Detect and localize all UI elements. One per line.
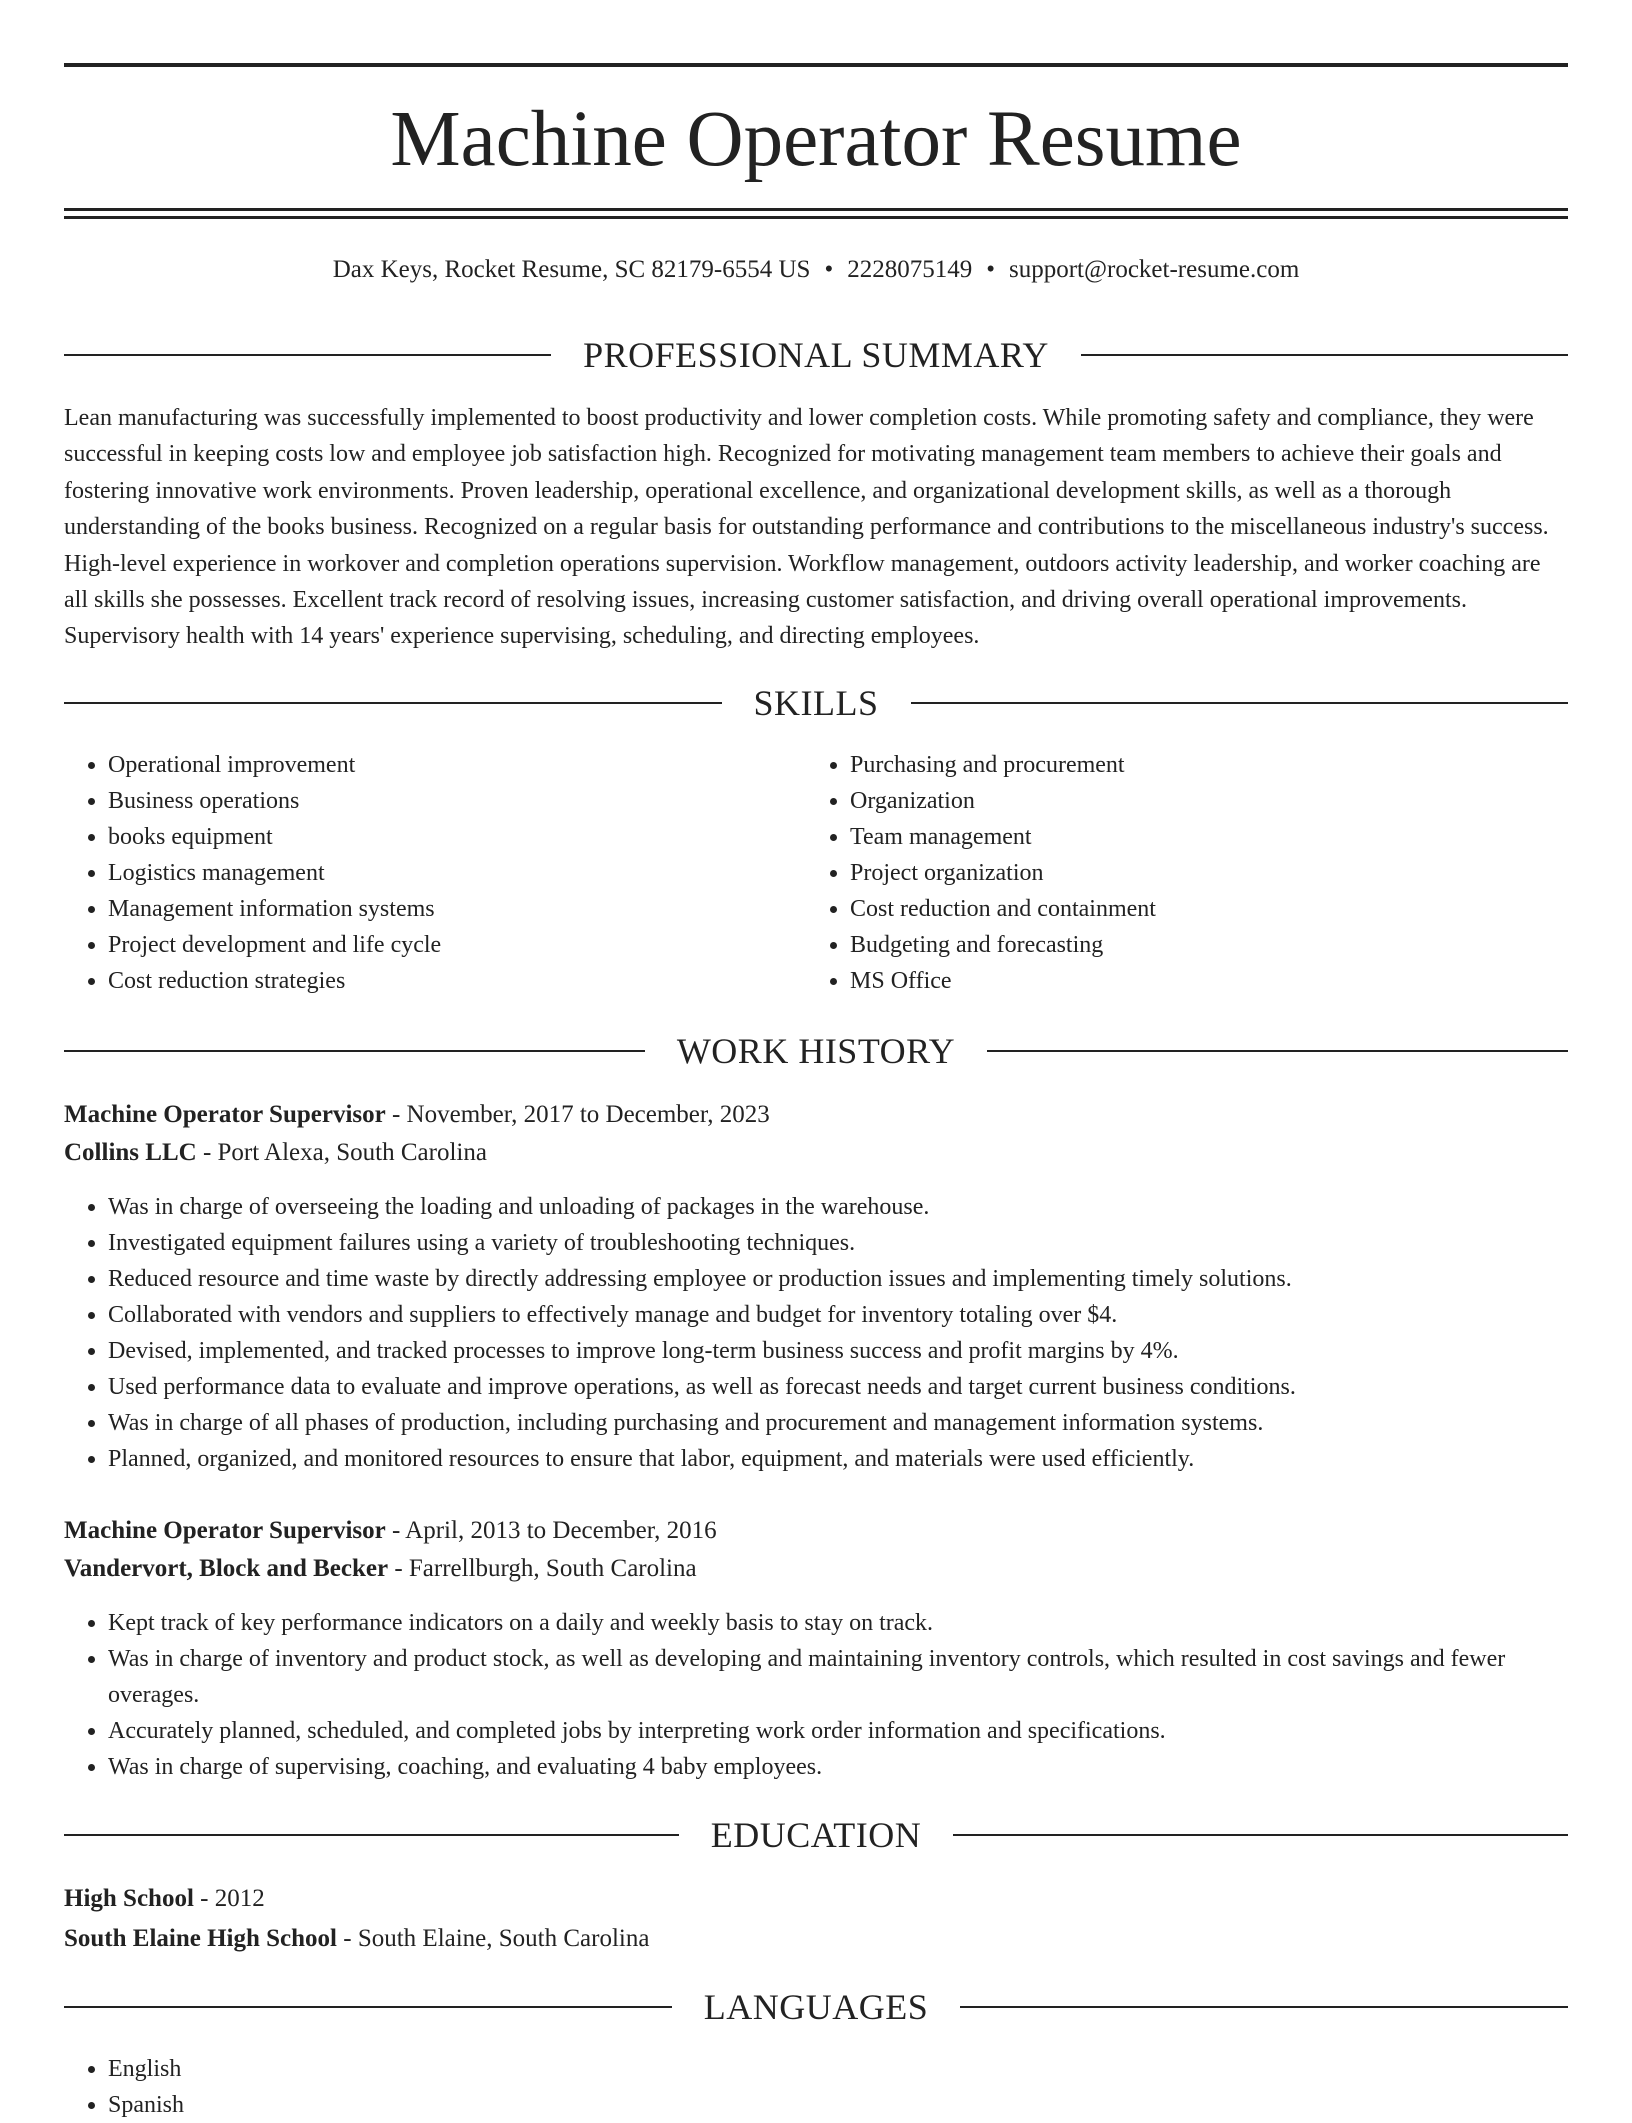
job-duty-item: • Used performance data to evaluate and improve operations, as well as forecast needs and target current business conditions. bbox=[108, 1369, 1568, 1405]
job-duty-item: • Was in charge of supervising, coaching, and evaluating 4 baby employees. bbox=[108, 1749, 1568, 1785]
education-degree: High School bbox=[64, 1885, 194, 1912]
heading-rule bbox=[953, 1834, 1568, 1836]
section-heading-summary bbox=[64, 333, 1568, 377]
skill-item: • Organization bbox=[850, 783, 1506, 819]
contact-separator: • bbox=[986, 256, 995, 283]
resume-title: Machine Operator Resume bbox=[390, 96, 1242, 183]
job-duty-item: • Was in charge of inventory and product stock, as well as developing and maintaining inventory controls, which resulted in cost savings and fewer overages. bbox=[108, 1641, 1568, 1713]
skill-item: • MS Office bbox=[850, 963, 1506, 999]
section-heading-work-history bbox=[64, 1029, 1568, 1073]
skill-item: • Purchasing and procurement bbox=[850, 747, 1506, 783]
contact-email[interactable]: support@rocket-resume.com bbox=[1008, 256, 1300, 283]
job-duty-item: • Collaborated with vendors and suppliers to effectively manage and budget for inventory totaling over $4. bbox=[108, 1297, 1568, 1333]
contact-phone: 2228075149 bbox=[847, 256, 973, 283]
job-title-line bbox=[64, 1096, 1568, 1134]
job-duty-item: • Devised, implemented, and tracked processes to improve long-term business success and profit margins by 4%. bbox=[108, 1333, 1568, 1369]
job-duty-item: • Kept track of key performance indicators on a daily and weekly basis to stay on track. bbox=[108, 1605, 1568, 1641]
education-school: South Elaine High School bbox=[64, 1925, 337, 1952]
skill-item: • Cost reduction strategies bbox=[108, 963, 764, 999]
section-title: LANGUAGES bbox=[703, 1987, 929, 2027]
heading-rule bbox=[987, 1050, 1568, 1052]
heading-rule bbox=[64, 2006, 672, 2008]
skill-item: • Project organization bbox=[850, 855, 1506, 891]
skill-item: • books equipment bbox=[108, 819, 764, 855]
job-duty-item: • Was in charge of all phases of production, including purchasing and procurement and management information systems. bbox=[108, 1405, 1568, 1441]
job-location: - Farrellburgh, South Carolina bbox=[388, 1555, 697, 1582]
job-title: Machine Operator Supervisor bbox=[64, 1101, 386, 1128]
summary-text: Lean manufacturing was successfully implemented to boost productivity and lower completion costs. While promoting safety and compliance, they were successful in keeping costs low and employee job satisfaction high. Recognized for motivating management team members to achieve their goals and fostering innovative work environments. Proven leadership, operational excellence, and organizational development skills, as well as a thorough understanding of the books business. Recognized on a regular basis for outstanding performance and contributions to the miscellaneous industry's success. High-level experience in workover and completion operations supervision. Workflow management, outdoors activity leadership, and worker coaching are all skills she possesses. Excellent track record of resolving issues, increasing customer satisfaction, and driving overall operational improvements. Supervisory health with 14 years' experience supervising, scheduling, and directing employees. bbox=[64, 405, 1549, 650]
skill-item: • Cost reduction and containment bbox=[850, 891, 1506, 927]
job-duty-item: • Reduced resource and time waste by directly addressing employee or production issues and implementing timely solutions. bbox=[108, 1261, 1568, 1297]
heading-rule bbox=[64, 702, 722, 704]
skill-item: • Team management bbox=[850, 819, 1506, 855]
skill-item: • Budgeting and forecasting bbox=[850, 927, 1506, 963]
heading-rule bbox=[1081, 354, 1568, 356]
languages-list bbox=[64, 2051, 1568, 2123]
job-dates: - November, 2017 to December, 2023 bbox=[385, 1101, 770, 1128]
section-title: SKILLS bbox=[753, 683, 879, 723]
skill-item: • Management information systems bbox=[108, 891, 764, 927]
contact-separator: • bbox=[824, 256, 834, 283]
heading-rule bbox=[64, 1050, 645, 1052]
title-divider-lower bbox=[64, 216, 1568, 219]
job-company-line bbox=[64, 1134, 1568, 1172]
contact-address: Dax Keys, Rocket Resume, SC 82179-6554 US bbox=[332, 256, 811, 283]
job-location: - Port Alexa, South Carolina bbox=[196, 1139, 487, 1166]
skill-item: • Business operations bbox=[108, 783, 764, 819]
skill-item: • Logistics management bbox=[108, 855, 764, 891]
skills-column-left bbox=[64, 747, 764, 999]
job-duty-item: • Was in charge of overseeing the loading and unloading of packages in the warehouse. bbox=[108, 1189, 1568, 1225]
education-school-line bbox=[64, 1920, 1568, 1958]
skill-item: • Operational improvement bbox=[108, 747, 764, 783]
contact-line bbox=[64, 252, 1568, 288]
job-title-line bbox=[64, 1512, 1568, 1550]
job-duties-list bbox=[64, 1189, 1568, 1477]
job-company-line bbox=[64, 1550, 1568, 1588]
title-divider-upper bbox=[64, 208, 1568, 211]
top-divider bbox=[64, 63, 1568, 67]
job-company: Vandervort, Block and Becker bbox=[64, 1555, 389, 1582]
job-duty-item: • Investigated equipment failures using a variety of troubleshooting techniques. bbox=[108, 1225, 1568, 1261]
language-item: • Spanish bbox=[108, 2087, 1568, 2123]
job-title: Machine Operator Supervisor bbox=[64, 1517, 386, 1544]
heading-rule bbox=[64, 354, 551, 356]
language-item: • English bbox=[108, 2051, 1568, 2087]
section-heading-languages bbox=[64, 1985, 1568, 2029]
education-year: - 2012 bbox=[193, 1885, 265, 1912]
section-title: PROFESSIONAL SUMMARY bbox=[583, 335, 1049, 375]
section-title: WORK HISTORY bbox=[676, 1031, 956, 1071]
heading-rule bbox=[960, 2006, 1568, 2008]
heading-rule bbox=[64, 1834, 679, 1836]
section-heading-skills bbox=[64, 681, 1568, 725]
education-degree-line bbox=[64, 1880, 1568, 1918]
job-dates: - April, 2013 to December, 2016 bbox=[385, 1517, 717, 1544]
skill-item: • Project development and life cycle bbox=[108, 927, 764, 963]
section-title: EDUCATION bbox=[710, 1815, 922, 1855]
skills-column-right bbox=[806, 747, 1506, 999]
section-heading-education bbox=[64, 1813, 1568, 1857]
job-duties-list bbox=[64, 1605, 1568, 1785]
job-company: Collins LLC bbox=[64, 1139, 197, 1166]
education-location: - South Elaine, South Carolina bbox=[337, 1925, 650, 1952]
job-duty-item: • Planned, organized, and monitored resources to ensure that labor, equipment, and materials were used efficiently. bbox=[108, 1441, 1568, 1477]
job-duty-item: • Accurately planned, scheduled, and completed jobs by interpreting work order information and specifications. bbox=[108, 1713, 1568, 1749]
heading-rule bbox=[911, 702, 1569, 704]
